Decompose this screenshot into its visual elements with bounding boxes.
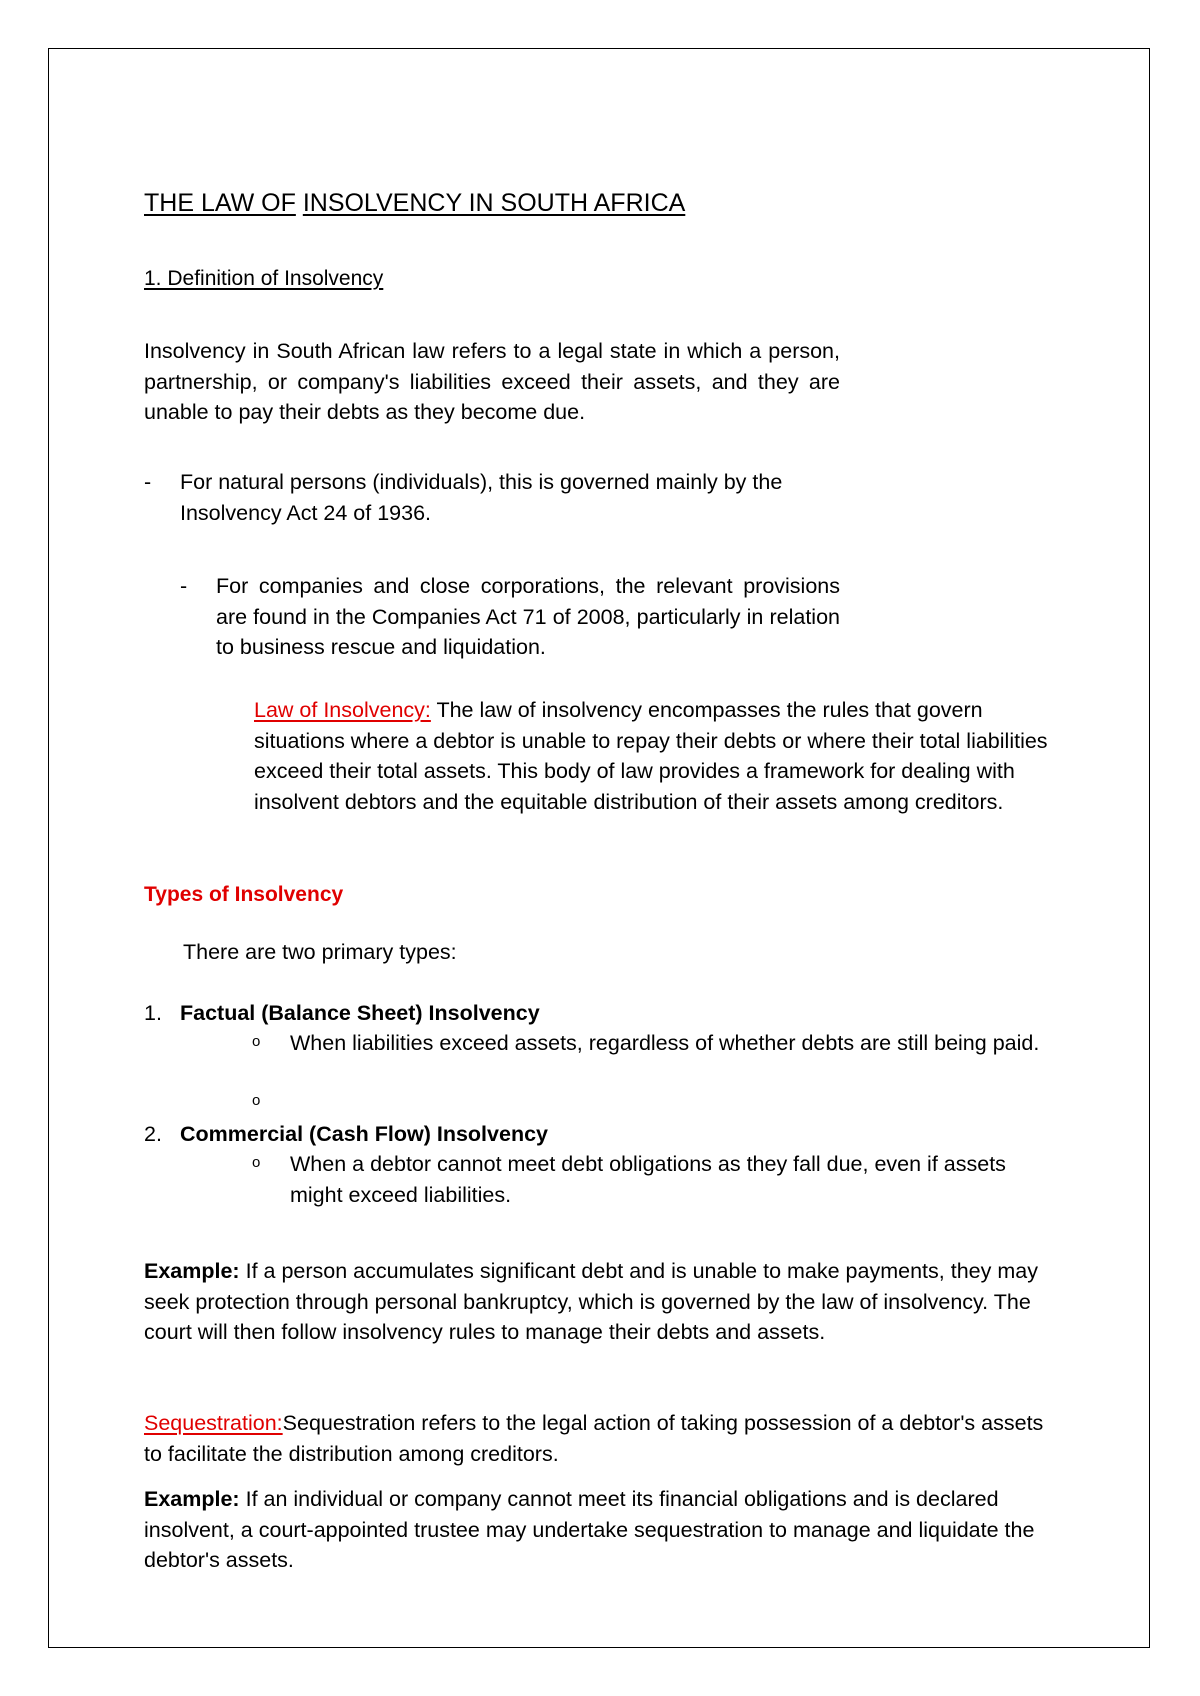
type-item-1 [144, 998, 1044, 1029]
types-heading: Types of Insolvency [144, 883, 344, 906]
bullet-text-2: For companies and close corporations, the relevant provisions are found in the Companies Act 71 of 2008, particularly in relation to business rescue and liquidation. [216, 574, 840, 659]
dash-marker: - [144, 470, 152, 494]
example-2-label: Example: [144, 1487, 240, 1511]
types-intro: There are two primary types: [183, 940, 457, 964]
type-sub-item-1 [252, 1028, 1042, 1059]
example-1-text: If a person accumulates significant debt and is unable to make payments, they may seek protection through personal bankruptcy, which is governed by the law of insolvency. The court will then follow insolvency rules to manage their debts and assets. [144, 1259, 1038, 1344]
example-1-label: Example: [144, 1259, 240, 1283]
example-2-paragraph [144, 1484, 1044, 1576]
sequestration-label: Sequestration: [144, 1411, 283, 1435]
type-sub-text-1: When liabilities exceed assets, regardless of whether debts are still being paid. [290, 1031, 1040, 1055]
dash-marker: - [180, 574, 188, 598]
example-2-text: If an individual or company cannot meet its financial obligations and is declared insolvent, a court-appointed trustee may undertake sequestration to manage and liquidate the debtor's assets. [144, 1487, 1035, 1572]
law-of-insolvency-text: The law of insolvency encompasses the rules that govern situations where a debtor is unable to repay their debts or where their total liabilities exceed their total assets. This body of law provides a framework for dealing with insolvent debtors and the equitable distribution of their assets among creditors. [254, 698, 1048, 814]
type-title-1: Factual (Balance Sheet) Insolvency [180, 1001, 540, 1025]
type-sub-text-2: When a debtor cannot meet debt obligations as they fall due, even if assets might exceed liabilities. [290, 1152, 1006, 1207]
bullet-item-2 [180, 571, 840, 663]
law-of-insolvency-label: Law of Insolvency: [254, 698, 431, 722]
sequestration-text: Sequestration refers to the legal action of taking possession of a debtor's assets to facilitate the distribution among creditors. [144, 1411, 1044, 1466]
type-sub-item-2 [252, 1149, 1042, 1210]
type-item-2 [144, 1119, 1044, 1150]
title-part-1: THE LAW OF [144, 189, 296, 217]
law-of-insolvency-paragraph [254, 695, 1054, 817]
circle-bullet-icon: o [252, 1033, 261, 1050]
type-number-1: 1. [144, 1001, 162, 1025]
section-1-heading: 1. Definition of Insolvency [144, 267, 384, 290]
bullet-text-1: For natural persons (individuals), this is governed mainly by the Insolvency Act 24 of 1936. [180, 470, 783, 525]
document-title [144, 188, 685, 218]
example-1-paragraph [144, 1256, 1044, 1348]
circle-bullet-icon: o [252, 1092, 261, 1109]
type-number-2: 2. [144, 1122, 162, 1146]
circle-bullet-icon: o [252, 1154, 261, 1171]
title-part-2: INSOLVENCY IN SOUTH AFRICA [302, 189, 686, 217]
bullet-item-1 [144, 467, 840, 528]
sequestration-paragraph [144, 1408, 1044, 1469]
type-title-2: Commercial (Cash Flow) Insolvency [180, 1122, 548, 1146]
definition-paragraph: Insolvency in South African law refers to a legal state in which a person, partnership, or company's liabilities exceed their assets, and they are unable to pay their debts as they become due. [144, 339, 840, 424]
